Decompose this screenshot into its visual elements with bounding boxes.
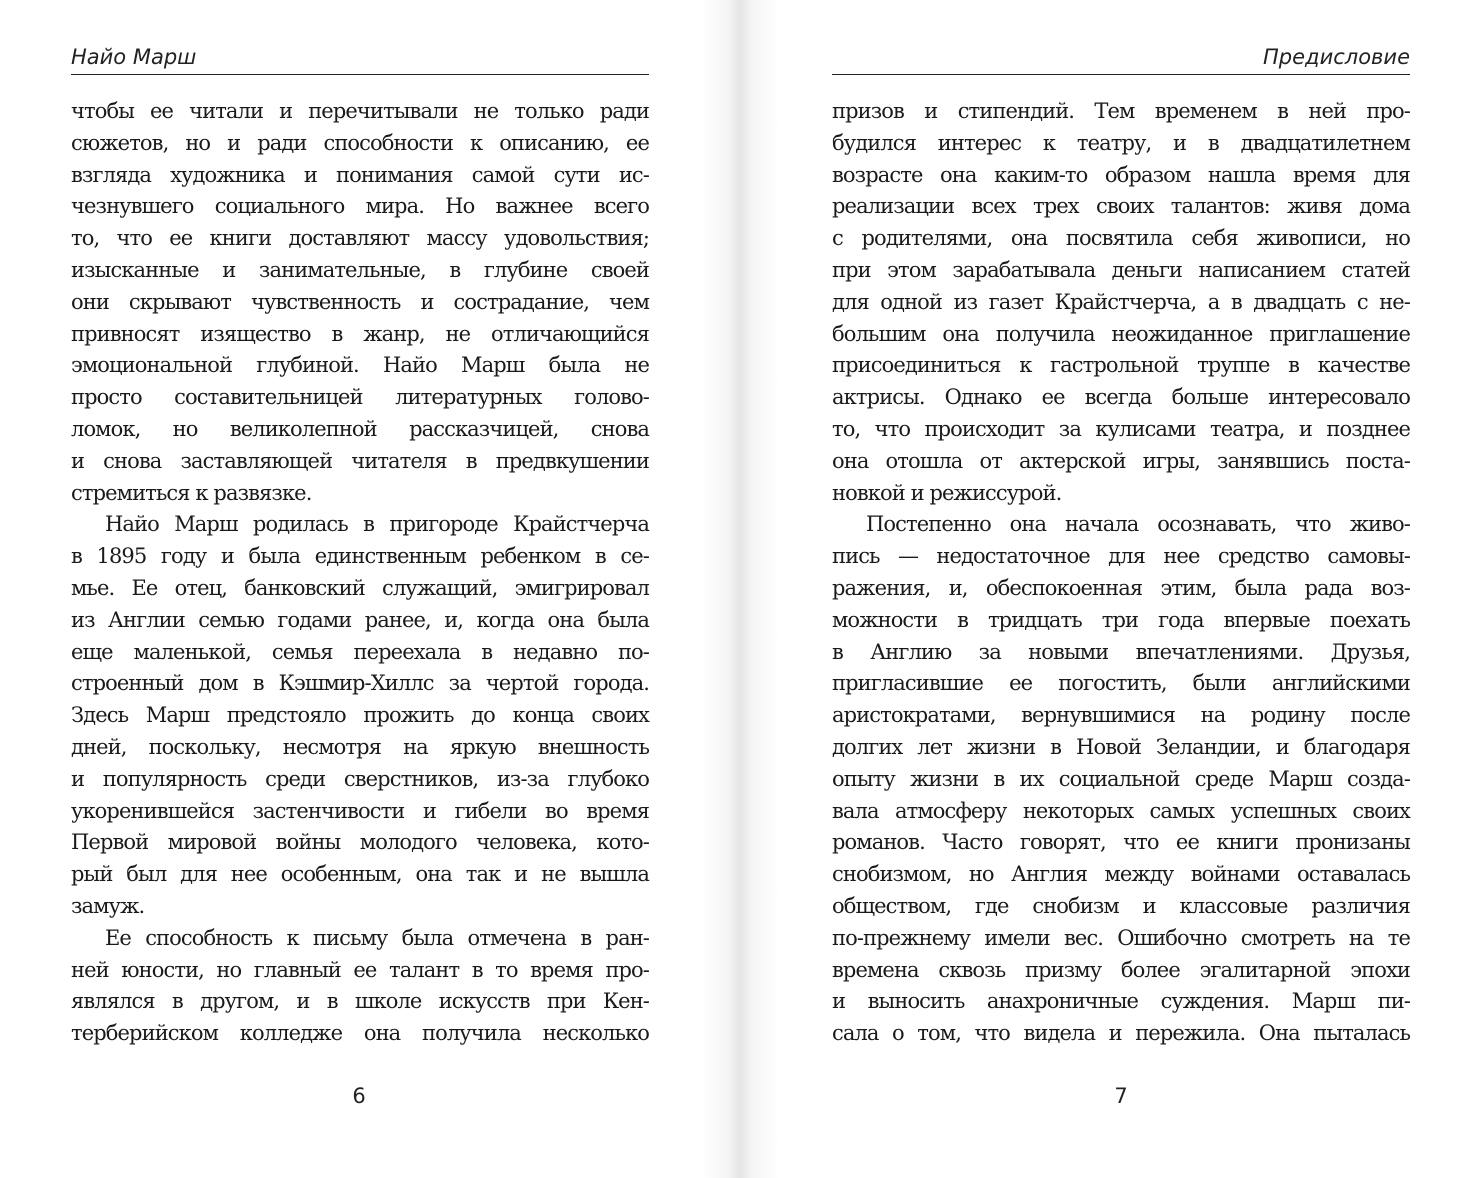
- text-line: рый был для нее особенным, она так и не вышла: [71, 862, 649, 887]
- text-line: просто составительницей литературных голово-: [71, 385, 649, 410]
- text-line: эмоциональной глубиной. Найо Марш была не: [71, 353, 649, 378]
- text-line: реализации всех трех своих талантов: живя дома: [832, 194, 1410, 219]
- text-line: укоренившейся застенчивости и гибели во время: [71, 798, 649, 823]
- right-page-body: [832, 96, 1410, 1050]
- text-line: замуж.: [71, 893, 145, 918]
- text-line: и снова заставляющей читателя в предвкушении: [71, 448, 649, 473]
- text-line: опыту жизни в их социальной среде Марш созда-: [832, 766, 1410, 791]
- text-line: романов. Часто говорят, что ее книги пронизаны: [832, 830, 1410, 855]
- page-number-label: 6: [352, 1084, 366, 1108]
- text-line: будился интерес к театру, и в двадцатилетнем: [832, 130, 1410, 155]
- text-line: присоединиться к гастрольной труппе в качестве: [832, 353, 1410, 378]
- text-line: она отошла от актерской игры, занявшись поста-: [832, 448, 1410, 473]
- text-line: Постепенно она начала осознавать, что живо-: [866, 512, 1410, 537]
- running-head-section: Предисловие: [832, 44, 1410, 75]
- text-line: снобизмом, но Англия между войнами оставалась: [832, 862, 1410, 887]
- text-line: дней, поскольку, несмотря на яркую внешность: [71, 734, 649, 759]
- text-line: сюжетов, но и ради способности к описанию, ее: [71, 130, 649, 155]
- text-line: изысканные и занимательные, в глубине своей: [71, 257, 649, 282]
- page-number: [832, 1084, 1410, 1108]
- text-line: Ее способность к письму была отмечена в ран-: [105, 925, 649, 950]
- text-line: в Англию за новыми впечатлениями. Друзья,: [832, 639, 1410, 664]
- page-number: [70, 1084, 648, 1108]
- left-page: [71, 0, 649, 1178]
- text-line: в 1895 году и была единственным ребенком в се-: [71, 544, 649, 569]
- text-line: и популярность среди сверстников, из-за глубоко: [71, 766, 649, 791]
- text-line: являлся в другом, и в школе искусств при Кен-: [71, 989, 649, 1014]
- text-line: по-прежнему имели вес. Ошибочно смотреть на те: [832, 925, 1410, 950]
- text-line: пригласившие ее погостить, были английскими: [832, 671, 1410, 696]
- text-line: чезнувшего социального мира. Но важнее всего: [71, 194, 649, 219]
- text-line: долгих лет жизни в Новой Зеландии, и благодаря: [832, 734, 1410, 759]
- text-line: времена сквозь призму более эгалитарной эпохи: [832, 957, 1410, 982]
- text-line: из Англии семью годами ранее, и, когда она была: [71, 607, 649, 632]
- text-line: терберийском колледже она получила несколько: [71, 1021, 649, 1046]
- text-line: еще маленькой, семья переехала в недавно по-: [71, 639, 649, 664]
- text-line: привносят изящество в жанр, не отличающийся: [71, 321, 649, 346]
- text-line: обществом, где снобизм и классовые различия: [832, 893, 1410, 918]
- book-gutter: [700, 0, 780, 1178]
- text-line: при этом зарабатывала деньги написанием статей: [832, 257, 1410, 282]
- text-line: и выносить анахроничные суждения. Марш пи-: [832, 989, 1410, 1014]
- text-line: то, что происходит за кулисами театра, и позднее: [832, 416, 1410, 441]
- text-line: чтобы ее читали и перечитывали не только ради: [71, 99, 649, 123]
- text-line: можности в тридцать три года впервые поехать: [832, 607, 1410, 632]
- text-line: ней юности, но главный ее талант в то время про-: [71, 957, 649, 982]
- text-line: мье. Ее отец, банковский служащий, эмигрировал: [71, 575, 649, 600]
- text-line: большим она получила неожиданное приглашение: [832, 321, 1410, 346]
- text-line: актрисы. Однако ее всегда больше интересовало: [832, 385, 1410, 410]
- text-line: призов и стипендий. Тем временем в ней про-: [832, 99, 1410, 123]
- text-line: вала атмосферу некоторых самых успешных своих: [832, 798, 1410, 823]
- text-line: Здесь Марш предстояло прожить до конца своих: [71, 703, 649, 728]
- page-number-label: 7: [1114, 1084, 1128, 1108]
- text-line: сала о том, что видела и пережила. Она пыталась: [832, 1021, 1410, 1046]
- text-line: ломок, но великолепной рассказчицей, снова: [71, 416, 649, 441]
- running-head-author: Найо Марш: [71, 44, 649, 75]
- text-line: пись — недостаточное для нее средство самовы-: [832, 544, 1410, 569]
- text-line: стремиться к развязке.: [71, 480, 312, 505]
- text-line: ражения, и, обеспокоенная этим, была рада воз-: [832, 575, 1410, 600]
- text-line: они скрывают чувственность и сострадание, чем: [71, 289, 649, 314]
- text-line: то, что ее книги доставляют массу удовольствия;: [71, 226, 649, 251]
- left-page-body: [71, 96, 649, 1050]
- text-line: Первой мировой войны молодого человека, кото-: [71, 830, 649, 855]
- text-line: взгляда художника и понимания самой сути ис-: [71, 162, 649, 187]
- text-line: новкой и режиссурой.: [832, 480, 1062, 505]
- text-line: с родителями, она посвятила себя живописи, но: [832, 226, 1410, 251]
- right-page: [832, 0, 1410, 1178]
- text-line: для одной из газет Крайстчерча, а в двадцать с не-: [832, 289, 1410, 314]
- text-line: строенный дом в Кэшмир-Хиллс за чертой города.: [71, 671, 649, 696]
- text-line: аристократами, вернувшимися на родину после: [832, 703, 1410, 728]
- text-line: Найо Марш родилась в пригороде Крайстчерча: [105, 512, 649, 537]
- text-line: возрасте она каким-то образом нашла время для: [832, 162, 1410, 187]
